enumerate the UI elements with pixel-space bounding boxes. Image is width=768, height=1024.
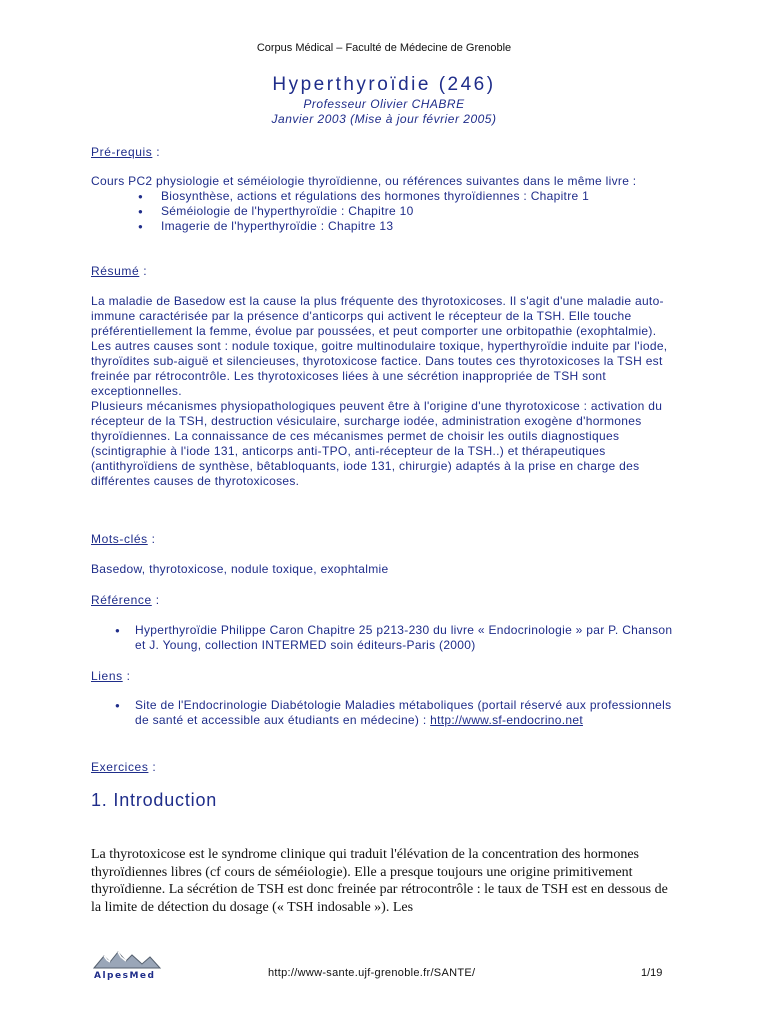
reference-item: ● Hyperthyroïdie Philippe Caron Chapitre 25 p213-230 du livre « Endocrinologie » par P. Chanson et J. Young, collection INTERMED soin éditeurs-Paris (2000) [91,623,683,653]
page-number: 1/19 [641,967,663,979]
sf-endocrino-link[interactable]: http://www.sf-endocrino.net [430,713,583,727]
prerequis-item: ● Biosynthèse, actions et régulations des hormones thyroïdiennes : Chapitre 1 [91,189,683,204]
reference-heading [91,593,160,607]
alpesmed-logo-text: AlpesMed [94,971,156,980]
motscles-colon: : [147,532,156,546]
liens-colon: : [122,669,131,683]
resume-heading-label: Résumé [91,264,140,278]
resume-section [91,294,683,489]
resume-paragraph: Les autres causes sont : nodule toxique, goitre multinodulaire toxique, hyperthyroïdie induite par l'iode, thyroïdites sub-aiguë et silencieuses, thyrotoxicose factice. Dans toutes ces thyrotoxicoses la TSH est freinée par rétrocontrôle. Les thyrotoxicoses liées à une sécrétion inappropriée de TSH sont exceptionnelles. [91,339,668,398]
resume-paragraph: Plusieurs mécanismes physiopathologiques peuvent être à l'origine d'une thyrotoxicose : activation du récepteur de la TSH, destruction vésiculaire, surcharge iodée, administration exogène d'hormones thyroïdiennes. La connaissance de ces mécanismes permet de choisir les outils diagnostiques (scintigraphie à l'iode 131, anticorps anti-TPO, anti-récepteur de la TSH..) et thérapeutiques (antithyroïdiens de synthèse, bêtabloquants, iode 131, chirurgie) adaptés à la prise en charge des différentes causes de thyrotoxicoses. [91,399,663,488]
motscles-text: Basedow, thyrotoxicose, nodule toxique, exophtalmie [91,562,389,576]
date: Janvier 2003 (Mise à jour février 2005) [271,112,497,126]
reference-list [91,623,683,653]
liens-item-text: Site de l'Endocrinologie Diabétologie Maladies métaboliques (portail réservé aux professionnels de santé et accessible aux étudiants en médecine) : [135,698,672,727]
resume-paragraph: La maladie de Basedow est la cause la plus fréquente des thyrotoxicoses. Il s'agit d'une maladie auto-immune caractérisée par la présence d'anticorps qui activent le récepteur de la TSH. Elle touche préférentiellement la femme, évolue par poussées, et peut comporter une orbitopathie (exophtalmie). [91,294,664,338]
prerequis-heading [91,145,160,159]
prerequis-colon: : [152,145,161,159]
author: Professeur Olivier CHABRE [303,97,465,111]
introduction-heading: 1. Introduction [91,790,218,810]
prerequis-heading-label: Pré-requis [91,145,153,159]
introduction-body: La thyrotoxicose est le syndrome clinique qui traduit l'élévation de la concentration des hormones thyroïdiennes libres (cf cours de séméiologie). Elle a presque toujours une origine primitivement thyroïdienne. La sécrétion de TSH est donc freinée par rétrocontrôle : le taux de TSH est en dessous de la limite de détection du dosage (« TSH indosable »). Les [91,847,668,915]
liens-heading [91,669,131,683]
prerequis-intro: Cours PC2 physiologie et séméiologie thyroïdienne, ou références suivantes dans le même livre : [91,174,637,188]
footer-url: http://www-sante.ujf-grenoble.fr/SANTE/ [268,967,476,979]
reference-section [91,623,683,653]
corpus-header: Corpus Médical – Faculté de Médecine de Grenoble [256,42,512,54]
page-title: Hyperthyroïdie (246) [272,74,496,95]
prerequis-section [91,174,683,234]
resume-colon: : [139,264,148,278]
prerequis-item: ● Imagerie de l'hyperthyroïdie : Chapitre 13 [91,219,683,234]
liens-item [91,698,683,728]
reference-heading-label: Référence [91,593,152,607]
motscles-heading [91,532,156,546]
exercices-heading [91,760,156,774]
exercices-colon: : [148,760,157,774]
liens-heading-label: Liens [91,669,123,683]
prerequis-item: ● Séméiologie de l'hyperthyroïdie : Chapitre 10 [91,204,683,219]
alpesmed-logo [92,948,164,985]
motscles-heading-label: Mots-clés [91,532,148,546]
resume-heading [91,264,147,278]
liens-list [91,698,683,728]
prerequis-list [91,189,683,234]
exercices-heading-label: Exercices [91,760,149,774]
reference-colon: : [151,593,160,607]
liens-section [91,698,683,728]
